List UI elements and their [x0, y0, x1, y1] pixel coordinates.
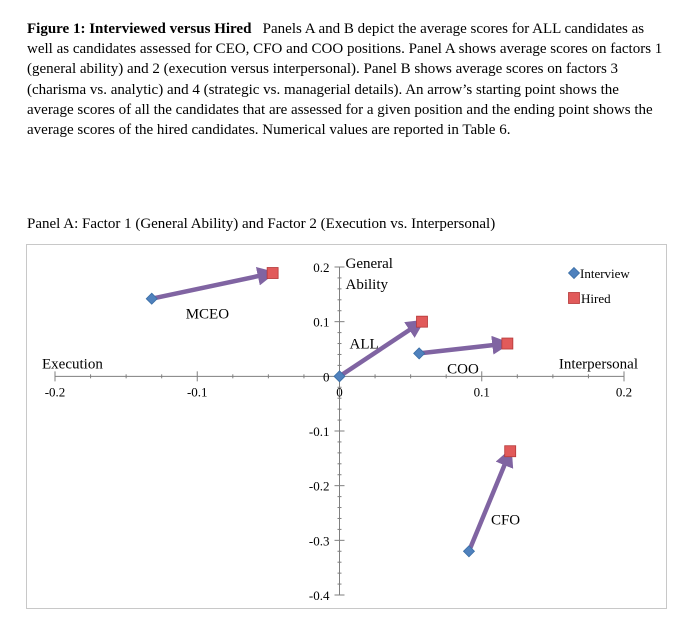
- x-tick-label: 0: [336, 384, 343, 400]
- figure-caption: [27, 19, 667, 140]
- arrow-mceo: [152, 273, 273, 299]
- y-tick-label: 0.1: [313, 314, 330, 330]
- chart-legend: [569, 266, 631, 306]
- x-tick-label: 0.1: [473, 384, 490, 400]
- figure-caption-text: Panels A and B depict the average scores for ALL candidates as well as candidates assessed for CEO, CFO and COO positions. Panel A shows average scores on factors 1 (general ability) and 2 (execution versus interpersonal). Panel B shows average scores on factors 3 (charisma vs. analytic) and 4 (strategic vs. managerial details). An arrow’s starting point shows the average scores of all the candidates that are assessed for a given position and the ending point shows the average scores of the hired candidates. Numerical values are reported in Table 6.: [27, 21, 663, 139]
- hired-point-cfo: [505, 446, 516, 457]
- hired-point-mceo: [267, 268, 278, 279]
- group-label-cfo: CFO: [490, 512, 521, 529]
- x-tick-label: -0.2: [44, 384, 66, 400]
- group-label-coo: COO: [447, 361, 479, 378]
- panel-title: Panel A: Factor 1 (General Ability) and Factor 2 (Execution vs. Interpersonal): [27, 216, 496, 232]
- y-axis-label-line2: Ability: [345, 277, 389, 293]
- x-tick-label: 0.2: [615, 384, 633, 400]
- y-tick-label: 0.2: [313, 260, 330, 275]
- interview-point-coo: [414, 348, 425, 359]
- arrow-cfo: [469, 451, 510, 551]
- y-axis-label-line1: General: [345, 256, 393, 272]
- y-tick-label: 0: [323, 369, 330, 385]
- axes-layer: [42, 256, 638, 603]
- hired-point-coo: [502, 338, 513, 349]
- interview-point-mceo: [146, 293, 157, 304]
- x-axis-label-right: Interpersonal: [558, 356, 638, 373]
- labels-layer: [186, 307, 521, 529]
- x-tick-label: -0.1: [186, 384, 208, 400]
- legend-interview-marker: [569, 268, 580, 279]
- scatter-chart: [27, 245, 666, 608]
- hired-point-all: [417, 316, 428, 327]
- figure-caption-title: Figure 1: Interviewed versus Hired: [27, 21, 252, 37]
- arrow-coo: [419, 344, 507, 354]
- group-label-all: ALL: [349, 336, 379, 353]
- y-tick-label: -0.1: [308, 424, 330, 439]
- x-axis-label-left: Execution: [42, 356, 103, 373]
- y-tick-label: -0.4: [308, 588, 330, 603]
- y-tick-label: -0.2: [308, 478, 330, 494]
- legend-hired-label: Hired: [581, 291, 611, 306]
- y-tick-label: -0.3: [308, 533, 330, 549]
- chart-frame: [26, 244, 667, 609]
- legend-interview-label: Interview: [580, 266, 630, 281]
- group-label-mceo: MCEO: [185, 306, 230, 323]
- legend-hired-marker: [569, 293, 580, 304]
